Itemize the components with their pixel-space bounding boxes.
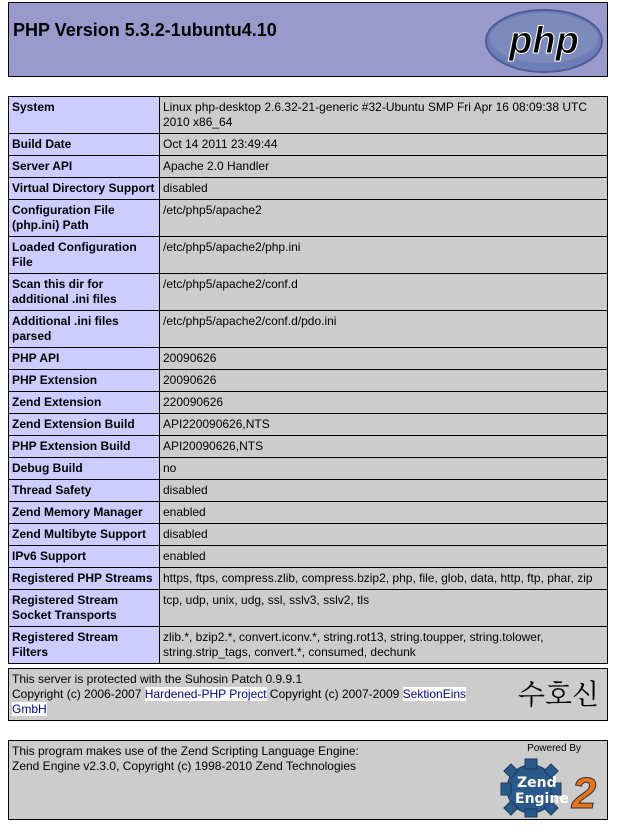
table-row — [9, 311, 608, 348]
table-row — [9, 200, 608, 237]
row-value: API20090626,NTS — [160, 436, 608, 458]
row-label: Build Date — [9, 134, 160, 156]
svg-text:php: php — [509, 20, 579, 62]
row-value: /etc/php5/apache2 — [160, 200, 608, 237]
row-value: disabled — [160, 480, 608, 502]
row-label: System — [9, 97, 160, 134]
table-row — [9, 546, 608, 568]
table-row — [9, 392, 608, 414]
row-label: Scan this dir for additional .ini files — [9, 274, 160, 311]
php-version-header — [8, 2, 608, 77]
row-label: Registered Stream Filters — [9, 627, 160, 664]
table-row — [9, 414, 608, 436]
powered-by-label: Powered By — [527, 743, 581, 754]
row-label: PHP Extension — [9, 370, 160, 392]
row-label: IPv6 Support — [9, 546, 160, 568]
row-value: enabled — [160, 546, 608, 568]
hardened-php-link[interactable]: Hardened-PHP Project — [144, 687, 267, 701]
row-value: 20090626 — [160, 370, 608, 392]
table-row — [9, 97, 608, 134]
row-value: /etc/php5/apache2/conf.d/pdo.ini — [160, 311, 608, 348]
page-title: PHP Version 5.3.2-1ubuntu4.10 — [13, 20, 277, 40]
table-row — [9, 590, 608, 627]
sektioneins-link[interactable]: SektionEins GmbH — [12, 687, 467, 716]
row-label: Registered PHP Streams — [9, 568, 160, 590]
php-info-table — [8, 96, 608, 664]
zend-notice: This program makes use of the Zend Scripting Language Engine: — [12, 744, 359, 758]
row-label: Server API — [9, 156, 160, 178]
svg-text:Zend: Zend — [517, 775, 557, 791]
row-label: Registered Stream Socket Transports — [9, 590, 160, 627]
suhosin-logo[interactable]: 수호신 — [517, 678, 599, 711]
row-value: disabled — [160, 178, 608, 200]
row-label: Debug Build — [9, 458, 160, 480]
php-logo[interactable] — [484, 8, 604, 74]
row-label: Configuration File (php.ini) Path — [9, 200, 160, 237]
table-row — [9, 524, 608, 546]
row-value: disabled — [160, 524, 608, 546]
svg-text:2: 2 — [571, 769, 597, 818]
table-row — [9, 627, 608, 664]
zend-box — [8, 740, 608, 820]
table-row — [9, 156, 608, 178]
table-row — [9, 274, 608, 311]
row-label: Thread Safety — [9, 480, 160, 502]
row-label: Zend Memory Manager — [9, 502, 160, 524]
table-row — [9, 480, 608, 502]
zend-copyright: Zend Engine v2.3.0, Copyright (c) 1998-2010 Zend Technologies — [12, 759, 356, 773]
row-label: Virtual Directory Support — [9, 178, 160, 200]
suhosin-notice: This server is protected with the Suhosin Patch 0.9.9.1 — [12, 672, 303, 686]
suhosin-box — [8, 668, 608, 721]
row-value: zlib.*, bzip2.*, convert.iconv.*, string.rot13, string.toupper, string.tolower, string.strip_tags, convert.*, consumed, dechunk — [160, 627, 608, 664]
row-value: https, ftps, compress.zlib, compress.bzip2, php, file, glob, data, http, ftp, phar, zip — [160, 568, 608, 590]
row-value: API220090626,NTS — [160, 414, 608, 436]
sektioneins-copyright: Copyright (c) 2007-2009 — [266, 687, 403, 701]
row-value: Linux php-desktop 2.6.32-21-generic #32-Ubuntu SMP Fri Apr 16 08:09:38 UTC 2010 x86_64 — [160, 97, 608, 134]
table-row — [9, 237, 608, 274]
row-label: Zend Multibyte Support — [9, 524, 160, 546]
row-value: 20090626 — [160, 348, 608, 370]
row-value: Oct 14 2011 23:49:44 — [160, 134, 608, 156]
row-value: Apache 2.0 Handler — [160, 156, 608, 178]
table-row — [9, 568, 608, 590]
row-value: 220090626 — [160, 392, 608, 414]
table-row — [9, 370, 608, 392]
table-row — [9, 436, 608, 458]
row-label: Additional .ini files parsed — [9, 311, 160, 348]
table-row — [9, 502, 608, 524]
suhosin-copyright: Copyright (c) 2006-2007 — [12, 687, 145, 701]
row-value: no — [160, 458, 608, 480]
row-label: PHP Extension Build — [9, 436, 160, 458]
table-row — [9, 178, 608, 200]
row-label: PHP API — [9, 348, 160, 370]
row-value: /etc/php5/apache2/conf.d — [160, 274, 608, 311]
zend-engine-logo[interactable] — [489, 756, 601, 818]
table-row — [9, 458, 608, 480]
row-value: /etc/php5/apache2/php.ini — [160, 237, 608, 274]
row-label: Loaded Configuration File — [9, 237, 160, 274]
row-value: enabled — [160, 502, 608, 524]
table-row — [9, 134, 608, 156]
row-label: Zend Extension — [9, 392, 160, 414]
svg-text:Engine: Engine — [515, 791, 569, 807]
row-value: tcp, udp, unix, udg, ssl, sslv3, sslv2, tls — [160, 590, 608, 627]
row-label: Zend Extension Build — [9, 414, 160, 436]
table-row — [9, 348, 608, 370]
